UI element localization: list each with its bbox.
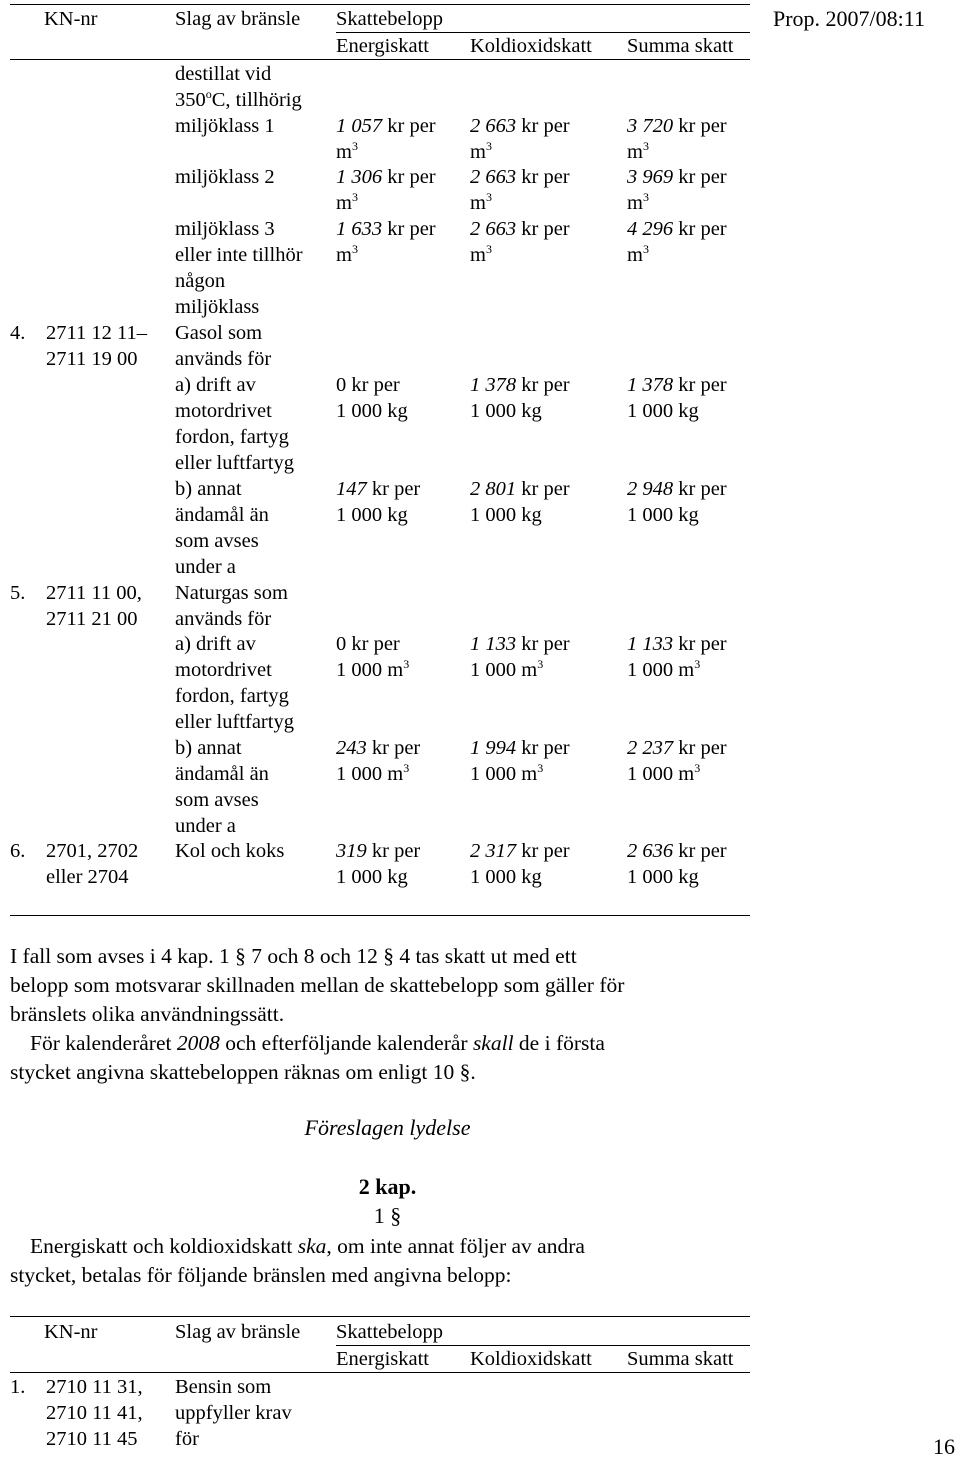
row4a-label: motordrivet [175, 400, 272, 422]
table1-head-energiskatt: Energiskatt [336, 35, 429, 57]
paragraph-1-line: belopp som motsvarar skillnaden mellan de skattebelopp som gäller för [10, 973, 625, 997]
paragraph-2-line: stycket angivna skattebeloppen räknas om enligt 10 §. [10, 1060, 476, 1084]
table1-head-kn: KN-nr [44, 8, 98, 30]
row5-slag: Naturgas som [175, 582, 288, 604]
paragraph-3-line: stycket, betalas för följande bränslen med angivna belopp: [10, 1263, 512, 1287]
row4-number: 4. [10, 322, 26, 344]
mk3-summa: 4 296 kr per [627, 218, 727, 240]
mk1-summa: 3 720 kr per [627, 115, 727, 137]
mk1-energiskatt: 1 057 kr per [336, 115, 436, 137]
table2-row1-slag: Bensin som [175, 1376, 272, 1398]
row5b-label: som avses [175, 789, 259, 811]
table2-head-summa: Summa skatt [627, 1348, 734, 1370]
mk3-energiskatt-unit: $m^3$ [336, 242, 358, 266]
row4b-summa-unit: 1 000 kg [627, 504, 699, 526]
row5a-energiskatt: 0 kr per [336, 633, 400, 655]
row5b-summa: 2 237 kr per [627, 737, 727, 759]
row6-kn: 2701, 2702 [46, 840, 139, 862]
row6-summa-unit: 1 000 kg [627, 866, 699, 888]
row6-kn: eller 2704 [46, 866, 129, 888]
row5b-label: b) annat [175, 737, 242, 759]
row4a-summa-unit: 1 000 kg [627, 400, 699, 422]
row6-koldioxidskatt-unit: 1 000 kg [470, 866, 542, 888]
table2-head-rule [10, 1372, 750, 1373]
mk3-summa-unit: $m^3$ [627, 242, 649, 266]
paragraph-1 [10, 942, 747, 1029]
table1-bottom-rule [10, 915, 750, 916]
row6-slag: Kol och koks [175, 840, 285, 862]
row4b-summa: 2 948 kr per [627, 478, 727, 500]
mk2-energiskatt-unit: $m^3$ [336, 190, 358, 214]
prop-reference: Prop. 2007/08:11 [773, 6, 925, 31]
table1-head-summa: Summa skatt [627, 35, 734, 57]
row6-energiskatt-unit: 1 000 kg [336, 866, 408, 888]
mk2-summa: 3 969 kr per [627, 166, 727, 188]
table2-head-energiskatt: Energiskatt [336, 1348, 429, 1370]
table1-head-koldioxidskatt: Koldioxidskatt [470, 35, 592, 57]
mk2-koldioxidskatt-unit: $m^3$ [470, 190, 492, 214]
table2-head-kn: KN-nr [44, 1321, 98, 1343]
row5b-label: under a [175, 815, 236, 837]
table2-row1-kn: 2710 11 31, [46, 1376, 143, 1398]
row4b-label: b) annat [175, 478, 242, 500]
row4b-label: under a [175, 556, 236, 578]
row4-slag: Gasol som [175, 322, 263, 344]
mk2-summa-unit: $m^3$ [627, 190, 649, 214]
row5b-koldioxidskatt-unit: 1 000 $m^3$ [470, 761, 544, 785]
row5a-label: eller luftfartyg [175, 711, 294, 733]
foreslagen-lydelse-heading: Föreslagen lydelse [304, 1115, 471, 1140]
row5a-label: a) drift av [175, 633, 256, 655]
mk1-label: miljöklass 1 [175, 115, 275, 137]
mk1-summa-unit: $m^3$ [627, 139, 649, 163]
table2-row1-kn: 2710 11 45 [46, 1428, 138, 1450]
row5b-summa-unit: 1 000 $m^3$ [627, 761, 701, 785]
row5-kn: 2711 21 00 [46, 608, 138, 630]
row4a-koldioxidskatt: 1 378 kr per [470, 374, 570, 396]
table1-top-rule [10, 4, 750, 5]
row4a-energiskatt-unit: 1 000 kg [336, 400, 408, 422]
mk1-koldioxidskatt: 2 663 kr per [470, 115, 570, 137]
row5a-koldioxidskatt-unit: 1 000 $m^3$ [470, 657, 544, 681]
row4-kn: 2711 19 00 [46, 348, 138, 370]
row4-kn: 2711 12 11– [46, 322, 147, 344]
paragraph-3-line: Energiskatt och koldioxidskatt ska, om inte annat följer av andra [30, 1234, 585, 1258]
row5a-summa-unit: 1 000 $m^3$ [627, 657, 701, 681]
row4-slag: används för [175, 348, 272, 370]
table2-row1-number: 1. [10, 1376, 26, 1398]
table2-head-koldioxidskatt: Koldioxidskatt [470, 1348, 592, 1370]
table2-head-slag: Slag av bränsle [175, 1321, 301, 1343]
mk3-label-line: miljöklass [175, 296, 260, 318]
mk2-koldioxidskatt: 2 663 kr per [470, 166, 570, 188]
row5a-koldioxidskatt: 1 133 kr per [470, 633, 570, 655]
row4b-label: ändamål än [175, 504, 269, 526]
row6-energiskatt: 319 kr per [336, 840, 421, 862]
section-heading: 1 § [373, 1203, 402, 1228]
row4a-energiskatt: 0 kr per [336, 374, 400, 396]
row5-number: 5. [10, 582, 26, 604]
mk1-energiskatt-unit: $m^3$ [336, 139, 358, 163]
row6-koldioxidskatt: 2 317 kr per [470, 840, 570, 862]
row4a-label: eller luftfartyg [175, 452, 294, 474]
row4b-koldioxidskatt-unit: 1 000 kg [470, 504, 542, 526]
table2-row1-slag: uppfyller krav [175, 1402, 292, 1424]
row5b-koldioxidskatt: 1 994 kr per [470, 737, 570, 759]
row5b-energiskatt-unit: 1 000 $m^3$ [336, 761, 410, 785]
mk2-label: miljöklass 2 [175, 166, 275, 188]
mk3-koldioxidskatt: 2 663 kr per [470, 218, 570, 240]
table2-head-skattebelopp: Skattebelopp [336, 1321, 444, 1343]
page-number: 16 [933, 1434, 955, 1459]
paragraph-1-line: bränslets olika användningssätt. [10, 1002, 285, 1026]
row6-number: 6. [10, 840, 26, 862]
row4a-summa: 1 378 kr per [627, 374, 727, 396]
table1-head-rule [10, 59, 750, 60]
row5b-label: ändamål än [175, 763, 269, 785]
row5a-label: motordrivet [175, 659, 272, 681]
row5-kn: 2711 11 00, [46, 582, 142, 604]
row4a-label: a) drift av [175, 374, 256, 396]
mk3-label-line: miljöklass 3 [175, 218, 275, 240]
continuation-line2: 350$^o$C, tillhörig [175, 87, 302, 111]
chapter-heading: 2 kap. [358, 1174, 417, 1199]
mk3-label-line: eller inte tillhör [175, 244, 303, 266]
mk3-label-line: någon [175, 270, 226, 292]
row5-slag: används för [175, 608, 272, 630]
mk3-energiskatt: 1 633 kr per [336, 218, 436, 240]
paragraph-2-line: För kalenderåret 2008 och efterföljande kalenderår skall de i första [30, 1031, 605, 1055]
table2-row1-slag: för [175, 1428, 199, 1450]
table1-head-skattebelopp: Skattebelopp [336, 8, 444, 30]
row5a-label: fordon, fartyg [175, 685, 289, 707]
row4a-koldioxidskatt-unit: 1 000 kg [470, 400, 542, 422]
paragraph-3 [10, 1232, 747, 1290]
mk3-koldioxidskatt-unit: $m^3$ [470, 242, 492, 266]
table2-top-rule [10, 1316, 750, 1317]
row4b-energiskatt: 147 kr per [336, 478, 421, 500]
paragraph-2 [10, 1029, 747, 1087]
row4b-energiskatt-unit: 1 000 kg [336, 504, 408, 526]
mk1-koldioxidskatt-unit: $m^3$ [470, 139, 492, 163]
row4b-koldioxidskatt: 2 801 kr per [470, 478, 570, 500]
continuation-line1: destillat vid [175, 63, 272, 85]
row5a-summa: 1 133 kr per [627, 633, 727, 655]
paragraph-1-line: I fall som avses i 4 kap. 1 § 7 och 8 och 12 § 4 tas skatt ut med ett [10, 944, 577, 968]
row6-summa: 2 636 kr per [627, 840, 727, 862]
table2-row1-kn: 2710 11 41, [46, 1402, 143, 1424]
row5b-energiskatt: 243 kr per [336, 737, 421, 759]
row5a-energiskatt-unit: 1 000 $m^3$ [336, 657, 410, 681]
table1-head-slag: Slag av bränsle [175, 8, 301, 30]
row4a-label: fordon, fartyg [175, 426, 289, 448]
row4b-label: som avses [175, 530, 259, 552]
mk2-energiskatt: 1 306 kr per [336, 166, 436, 188]
